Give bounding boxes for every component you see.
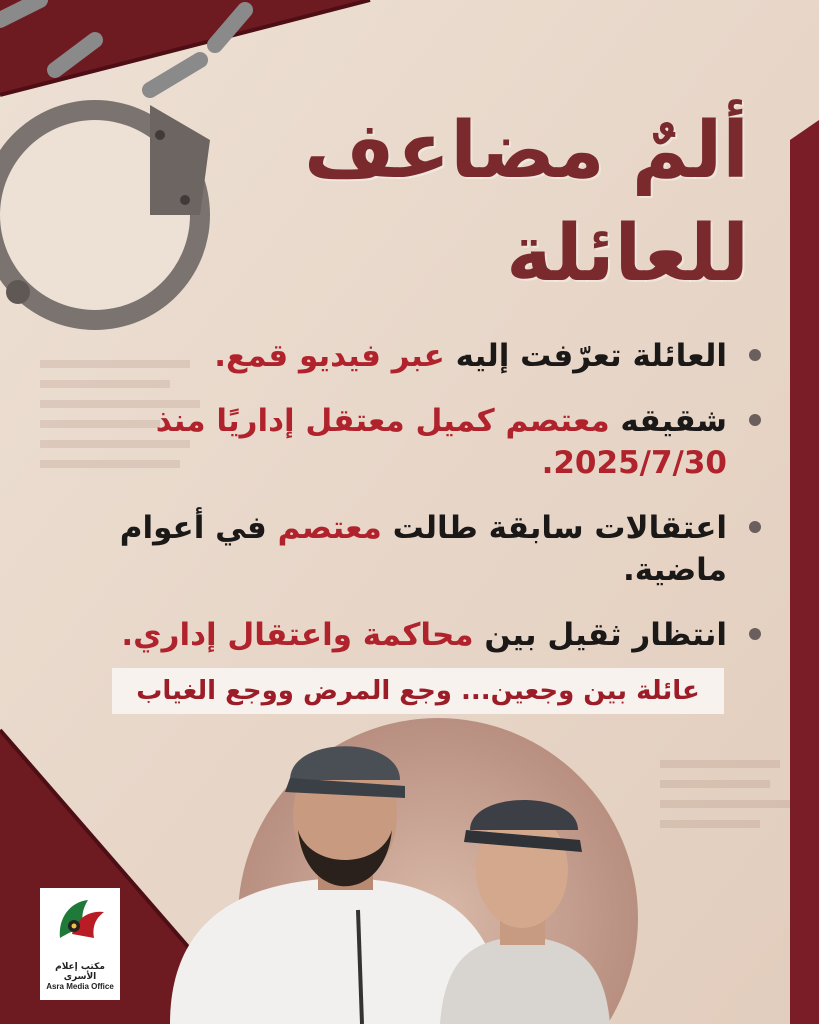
fact-highlight: عبر فيديو قمع. xyxy=(214,338,445,374)
fact-text: اعتقالات سابقة طالت xyxy=(381,510,727,546)
title-line-1: ألمٌ مضاعف xyxy=(304,106,749,196)
tagline-banner: عائلة بين وجعين... وجع المرض ووجع الغياب xyxy=(112,668,724,714)
fact-text: العائلة تعرّفت إليه xyxy=(444,338,727,374)
fact-item xyxy=(61,400,761,484)
fact-item xyxy=(61,507,761,591)
bullet-dot-icon xyxy=(749,414,761,426)
bullet-dot-icon xyxy=(749,521,761,533)
logo-name-arabic: مكتب إعلام الأسرى xyxy=(55,962,105,982)
fact-item xyxy=(61,335,761,377)
falcon-emblem-icon xyxy=(50,888,110,956)
fact-highlight: معتصم كميل معتقل إداريًا منذ 2025/7/30. xyxy=(155,403,727,481)
fact-text-end: في أعوام ماضية. xyxy=(119,510,727,588)
facts-list xyxy=(61,335,761,679)
title-line-2: للعائلة xyxy=(506,209,749,299)
bullet-dot-icon xyxy=(749,349,761,361)
bullet-dot-icon xyxy=(749,628,761,640)
fact-text: شقيقه xyxy=(609,403,727,439)
fact-highlight: محاكمة واعتقال إداري. xyxy=(121,617,474,653)
fact-text: انتظار ثقيل بين xyxy=(473,617,727,653)
fact-highlight: معتصم xyxy=(277,510,382,546)
fact-item xyxy=(61,614,761,656)
organization-logo xyxy=(40,888,120,1000)
logo-name-english: Asra Media Office xyxy=(46,982,114,991)
